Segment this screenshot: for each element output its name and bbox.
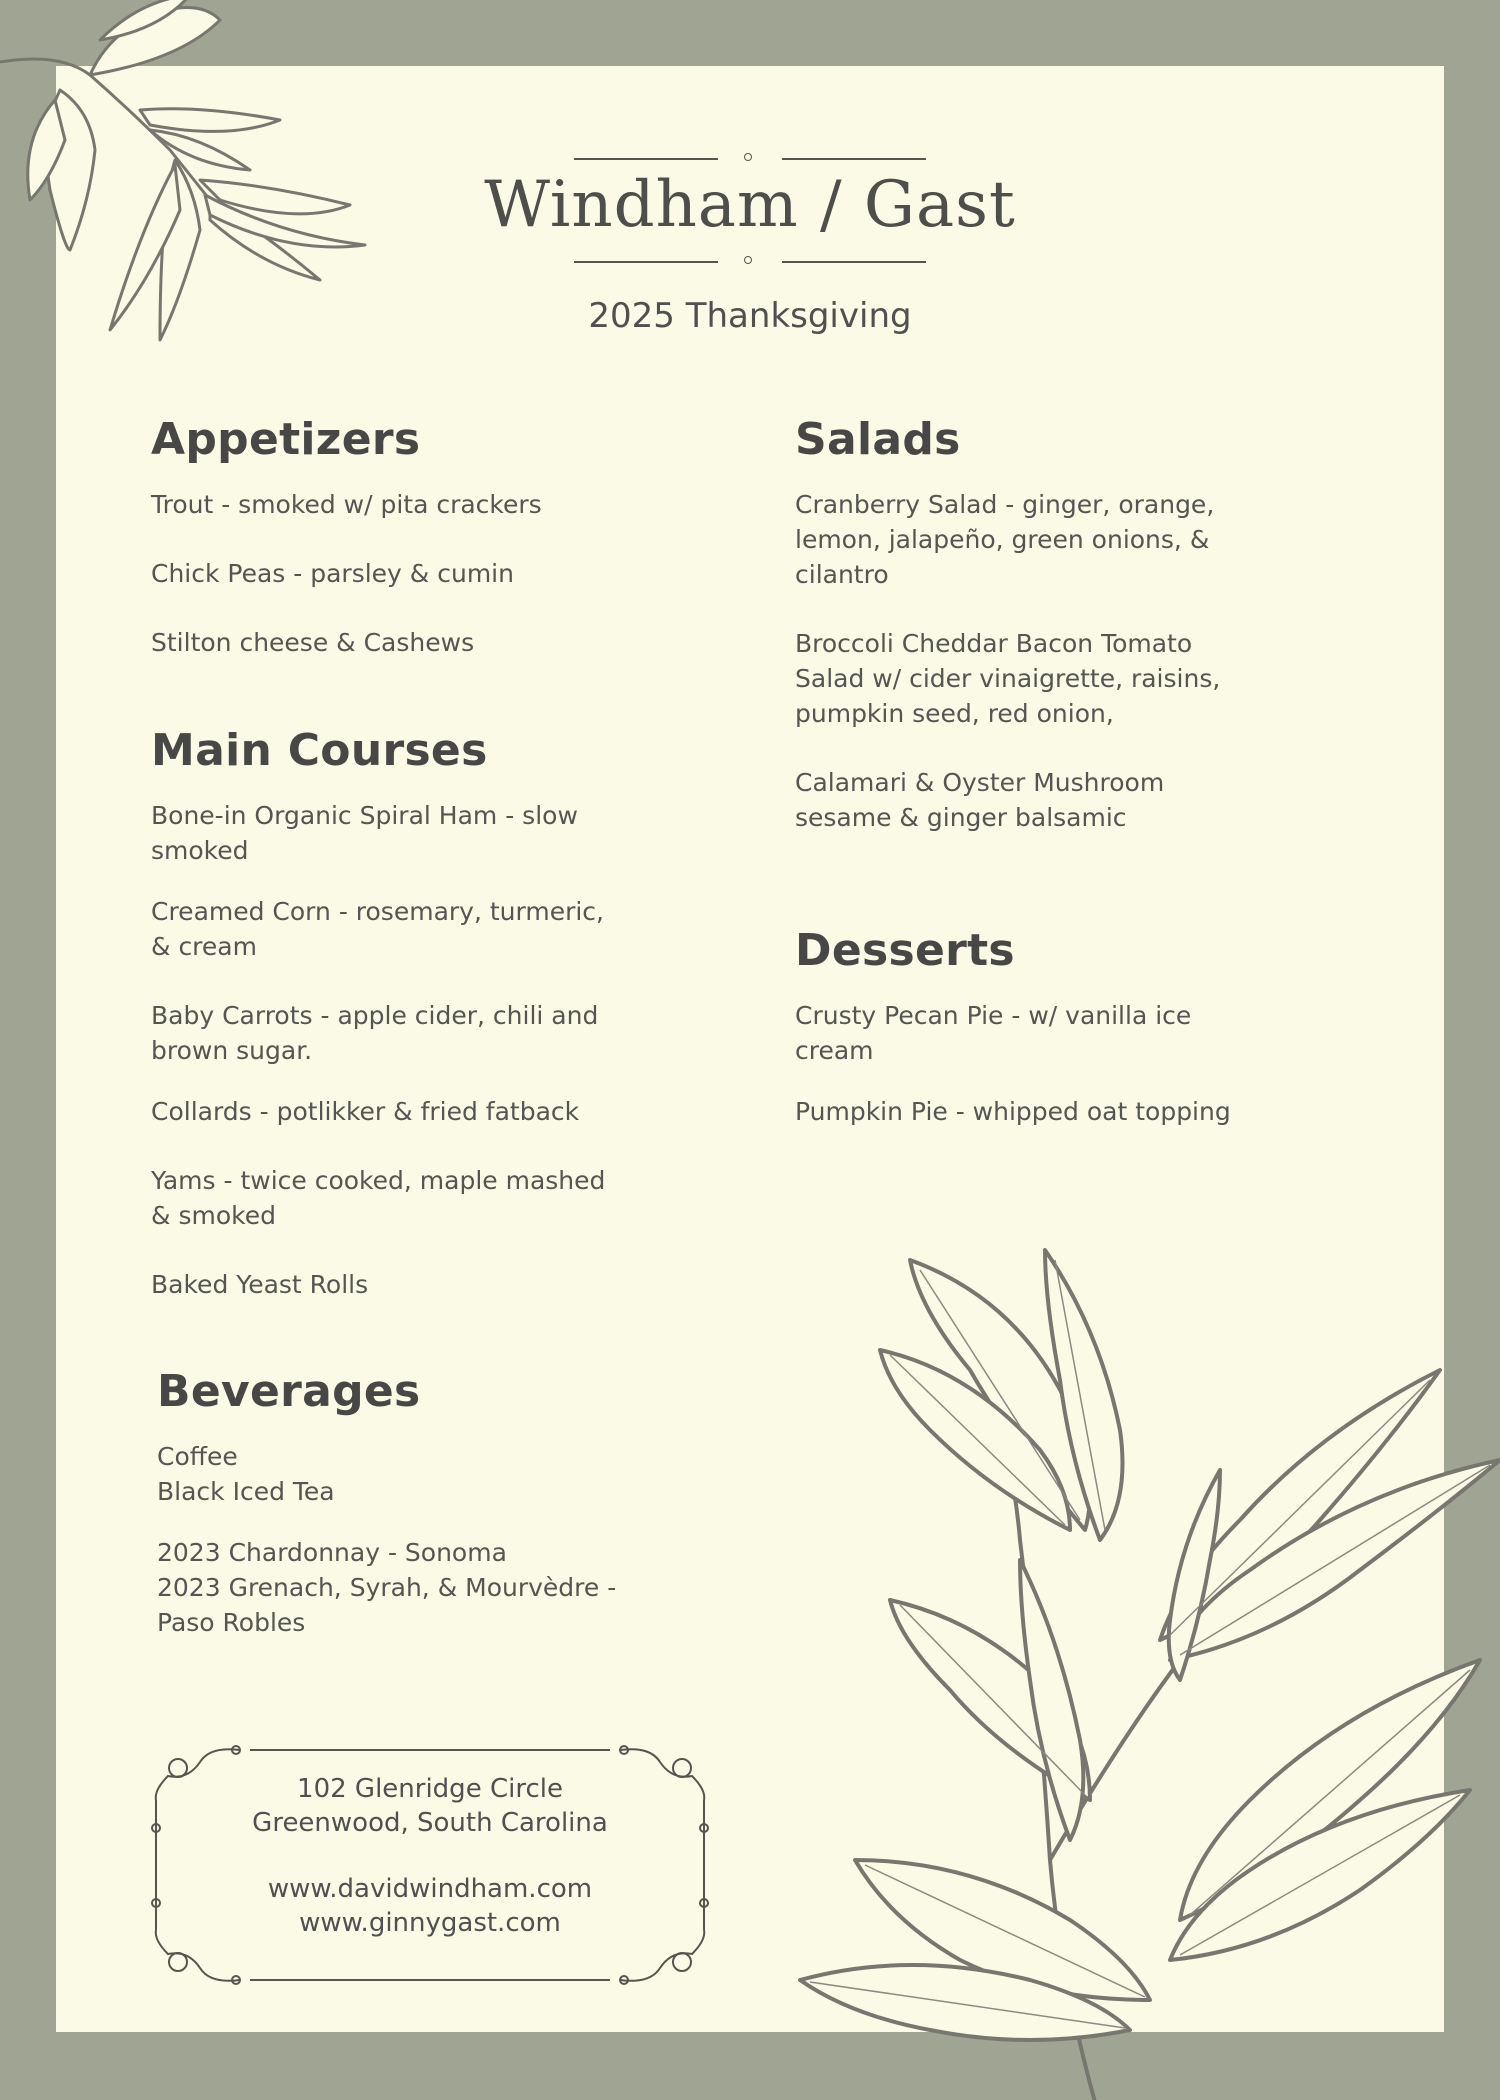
- website-link[interactable]: www.davidwindham.com: [267, 1874, 593, 1904]
- menu-item: Yams - twice cooked, maple mashed & smoked: [151, 1166, 606, 1230]
- leaf-branch-bottom-right-illustration: [800, 1240, 1500, 2100]
- address-city: Greenwood, South Carolina: [252, 1808, 608, 1838]
- menu-header: [0, 0, 1500, 360]
- title-rule-top-right: [782, 158, 926, 160]
- section-desserts: [795, 925, 1235, 1163]
- address-lines: [150, 1772, 710, 1940]
- address-street: 102 Glenridge Circle: [297, 1774, 563, 1804]
- menu-subtitle: 2025 Thanksgiving: [588, 296, 912, 336]
- menu-title: Windham / Gast: [484, 168, 1016, 242]
- section-beverages: [157, 1366, 627, 1674]
- menu-item: Chick Peas - parsley & cumin: [151, 559, 514, 588]
- menu-item: Coffee: [157, 1442, 238, 1471]
- section-main-courses: [151, 725, 621, 1336]
- section-appetizers: [151, 414, 631, 694]
- section-heading: Main Courses: [151, 725, 488, 776]
- menu-item: 2023 Chardonnay - Sonoma: [157, 1538, 507, 1567]
- title-rule-bottom-right: [782, 261, 926, 263]
- website-link[interactable]: www.ginnygast.com: [299, 1908, 561, 1938]
- menu-item: Creamed Corn - rosemary, turmeric, & cream: [151, 897, 604, 961]
- menu-item: Cranberry Salad - ginger, orange, lemon, jalapeño, green onions, & cilantro: [795, 490, 1215, 589]
- title-rule-bottom-ornament: [744, 256, 752, 264]
- menu-item: Crusty Pecan Pie - w/ vanilla ice cream: [795, 1001, 1192, 1065]
- menu-item: Bone-in Organic Spiral Ham - slow smoked: [151, 801, 578, 865]
- section-salads: [795, 414, 1225, 869]
- menu-item: Stilton cheese & Cashews: [151, 628, 475, 657]
- section-heading: Salads: [795, 414, 961, 465]
- section-heading: Desserts: [795, 925, 1015, 976]
- menu-item: Broccoli Cheddar Bacon Tomato Salad w/ cider vinaigrette, raisins, pumpkin seed, red onion,: [795, 629, 1221, 728]
- section-heading: Appetizers: [151, 414, 421, 465]
- address-block: [150, 1740, 710, 1990]
- menu-item: Baked Yeast Rolls: [151, 1270, 369, 1299]
- menu-item: Black Iced Tea: [157, 1477, 335, 1506]
- title-rule-top-ornament: [744, 153, 752, 161]
- title-rule-top-left: [574, 158, 718, 160]
- menu-item: Calamari & Oyster Mushroom sesame & ginger balsamic: [795, 768, 1165, 832]
- title-rule-bottom-left: [574, 261, 718, 263]
- menu-item: Pumpkin Pie - whipped oat topping: [795, 1097, 1231, 1126]
- menu-item: 2023 Grenach, Syrah, & Mourvèdre - Paso Robles: [157, 1573, 617, 1637]
- section-heading: Beverages: [157, 1366, 421, 1417]
- menu-item: Baby Carrots - apple cider, chili and brown sugar.: [151, 1001, 599, 1065]
- menu-item: Trout - smoked w/ pita crackers: [151, 490, 542, 519]
- menu-item: Collards - potlikker & fried fatback: [151, 1097, 580, 1126]
